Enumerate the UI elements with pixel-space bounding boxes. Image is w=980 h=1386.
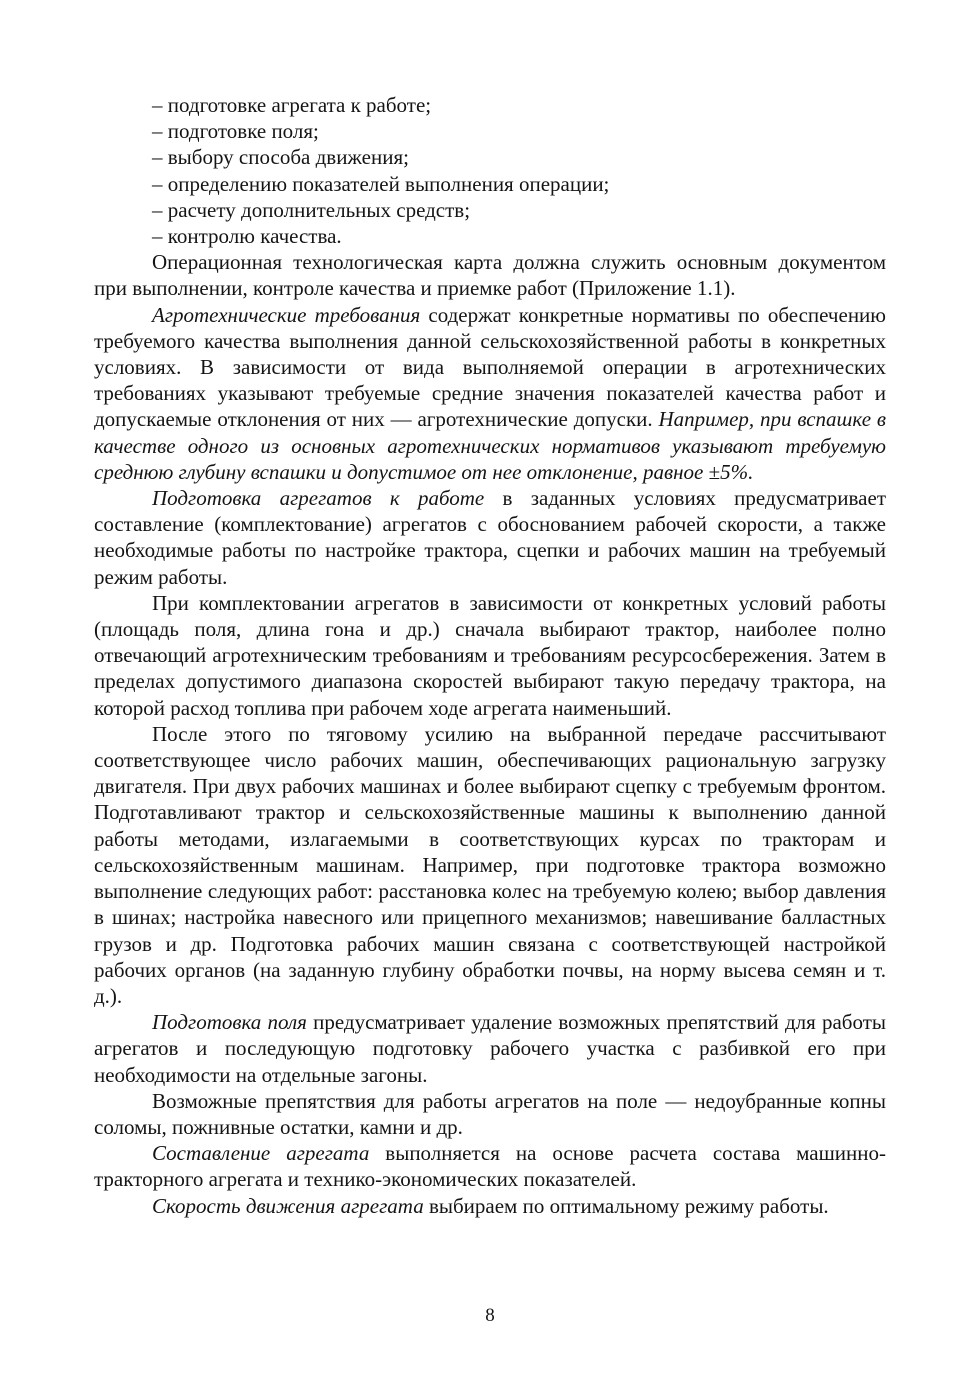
paragraph-text: Операционная технологическая карта должна служить основным документом при выполнении, контроле качества и приемке работ (Приложение 1.1). bbox=[94, 250, 886, 301]
paragraph-unit-assembly bbox=[94, 590, 886, 721]
italic-term: Скорость движения агрегата bbox=[152, 1193, 424, 1218]
list-item: – выбору способа движения; bbox=[152, 145, 409, 170]
paragraph-text: предусматривает удаление возможных препятствий для работы агрегатов и последующую подготовку рабочего участка с разбивкой его при необходимости на отдельные загоны. bbox=[94, 1010, 886, 1087]
paragraph-text: Возможные препятствия для работы агрегатов на поле — недоубранные копны соломы, пожнивные остатки, камни и др. bbox=[94, 1088, 886, 1139]
paragraph-field-preparation bbox=[94, 1009, 886, 1088]
paragraph-text: После этого по тяговому усилию на выбранной передаче рассчитывают соответствующее число рабочих машин, обеспечивающих рациональную загрузку двигателя. При двух рабочих машинах и более выбирают сцепку с требуемым фронтом. Подготавливают трактор и сельскохозяйственные машины к выполнению данной работы методами, излагаемыми в соответствующих курсах по тракторам и сельскохозяйственным машинам. Например, при подготовке трактора возможно выполнение следующих работ: расстановка колес на требуемую колею; выбор давления в шинах; настройка навесного или прицепного механизмов; навешивание балластных грузов и др. Подготовка рабочих машин связана с соответствующей настройкой рабочих органов (на заданную глубину обработки почвы, на норму высева семян и т. д.). bbox=[94, 721, 886, 1008]
paragraph-text: выполняется на основе расчета состава машинно-тракторного агрегата и технико-экономических показателей. bbox=[94, 1141, 886, 1192]
paragraph-text: содержат конкретные нормативы по обеспечению требуемого качества выполнения данной сельскохозяйственной работы в конкретных условиях. В зависимости от вида выполняемой операции в агротехнических требованиях указывают требуемые средние значения показателей качества работ и допускаемые отклонения от них — агротехнические допуски. bbox=[94, 302, 886, 432]
italic-term: Агротехнические требования bbox=[152, 302, 421, 327]
italic-term: Составление агрегата bbox=[152, 1141, 370, 1166]
list-item: – определению показателей выполнения операции; bbox=[152, 171, 610, 196]
italic-term: Подготовка поля bbox=[152, 1010, 307, 1035]
paragraph-machine-count bbox=[94, 721, 886, 1009]
paragraph-operational-card bbox=[94, 249, 886, 301]
italic-example: Например, при вспашке в качестве одного из основных агротехнических нормативов указывают требуемую среднюю глубину вспашки и допустимое от нее отклонение, равное ±5%. bbox=[94, 407, 887, 484]
list-item: – контролю качества. bbox=[152, 224, 342, 249]
paragraph-text: выбираем по оптимальному режиму работы. bbox=[423, 1193, 829, 1218]
paragraph-obstacles bbox=[94, 1088, 886, 1140]
paragraph-unit-composition bbox=[94, 1140, 886, 1192]
list-item: – подготовке агрегата к работе; bbox=[152, 93, 432, 117]
paragraph-unit-preparation bbox=[94, 485, 886, 590]
page-number: 8 bbox=[485, 1305, 495, 1326]
paragraph-text: в заданных условиях предусматривает составление (комплектование) агрегатов с обоснованием рабочей скорости, а также необходимые работы по настройке трактора, сцепки и рабочих машин на требуемый режим работы. bbox=[94, 486, 886, 589]
list-item: – подготовке поля; bbox=[152, 119, 319, 144]
paragraph-speed bbox=[94, 1193, 886, 1219]
list-item: – расчету дополнительных средств; bbox=[152, 197, 471, 222]
paragraph-text: При комплектовании агрегатов в зависимости от конкретных условий работы (площадь поля, длина гона и др.) сначала выбирают трактор, наиболее полно отвечающий агротехническим требованиям и требованиям ресурсосбережения. Затем в пределах допустимого диапазона скоростей выбирают такую передачу трактора, на которой расход топлива при рабочем ходе агрегата наименьший. bbox=[94, 590, 886, 720]
paragraph-agrotech-requirements bbox=[94, 302, 886, 485]
italic-term: Подготовка агрегатов к работе bbox=[152, 486, 485, 511]
page-body bbox=[94, 92, 886, 1219]
